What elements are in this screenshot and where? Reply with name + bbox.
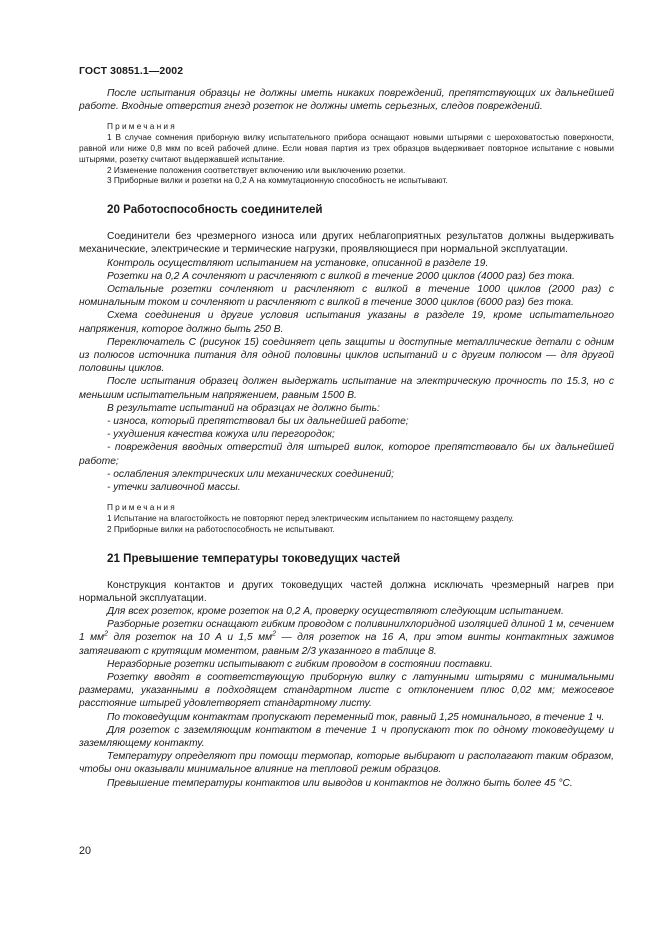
list-item: - утечки заливочной массы. xyxy=(107,482,241,494)
notes-title: Примечания xyxy=(107,121,177,132)
body-paragraph: Соединители без чрезмерного износа или других неблагоприятных результатов должны выдерживать механические, электрические и термические нагрузки, проявляющиеся при нормальной эксплуатации. xyxy=(79,231,614,256)
note-item: 1 Испытание на влагостойкость не повторяют перед электрическим испытанием по настоящему разделу. xyxy=(107,513,514,524)
body-paragraph: Розетку вводят в соответствующую приборную вилку с латунными штырями с минимальными размерами, указанными в подходящем стандартном листе с отклонением плюс 0,02 мм; межосевое расстояние штырей удовлетворяет стандартному листу. xyxy=(79,672,614,710)
body-paragraph: Остальные розетки сочленяют и расчленяют с вилкой в течение 1000 циклов (2000 раз) с номинальным током и сочленяют и расчленяют с вилкой в течение 3000 циклов (6000 раз) без тока. xyxy=(79,284,614,309)
body-paragraph: Для розеток с заземляющим контактом в течение 1 ч пропускают ток по одному токоведущему и заземляющему контакту. xyxy=(79,724,614,750)
body-paragraph: Конструкция контактов и других токоведущих частей должна исключать чрезмерный нагрев при нормальной эксплуатации. xyxy=(79,579,614,604)
text-fragment: — для розеток на 16 А, при этом винты контактных зажимов затягивают с крутящим моментом, равным 2/3 указанного в таблице 8. xyxy=(79,632,614,657)
note-item: 3 Приборные вилки и розетки на 0,2 А на коммутационную способность не испытывают. xyxy=(107,175,448,186)
section-heading: 20 Работоспособность соединителей xyxy=(107,203,323,217)
document-header: ГОСТ 30851.1—2002 xyxy=(79,65,184,77)
page-content xyxy=(79,87,614,790)
note-item: 1 В случае сомнения приборную вилку испытательного прибора оснащают новыми штырями с шероховатостью поверхности, равной или ниже 0,8 мкм по всей рабочей длине. Если новая партия из трех образцов выдерживает повторное испытание с новыми штырями, розетку считают выдержавшей испытание. xyxy=(79,132,614,164)
text-fragment: Разборные розетки оснащают гибким проводом с поливинилхлоридной изоляцией длиной 1 м, сечением 1 мм xyxy=(79,619,614,644)
note-item: 2 Приборные вилки на работоспособность не испытывают. xyxy=(107,523,335,534)
note-item: 2 Изменение положения соответствует включению или выключению розетки. xyxy=(107,164,406,175)
section-heading: 21 Превышение температуры токоведущих частей xyxy=(107,551,401,565)
body-paragraph: Для всех розеток, кроме розеток на 0,2 А, проверку осуществляют следующим испытанием. xyxy=(107,606,564,618)
body-paragraph: Переключатель С (рисунок 15) соединяет цепь защиты и доступные металлические детали с одним из полюсов источника питания для одной половины циклов испытаний и с другим полюсом — для другой половины циклов. xyxy=(79,336,614,375)
notes-title: Примечания xyxy=(107,502,177,513)
intro-notes xyxy=(79,121,614,186)
list-item: - ухудшения качества кожуха или перегородок; xyxy=(107,429,335,441)
list-item: - износа, который препятствовал бы их дальнейшей работе; xyxy=(107,416,409,428)
body-paragraph: По токоведущим контактам пропускают переменный ток, равный 1,25 номинального, в течение 1 ч. xyxy=(107,711,605,723)
body-paragraph: Температуру определяют при помощи термопар, которые выбирают и располагают таким образом, чтобы они оказывали минимальное влияние на тепловой режим образцов. xyxy=(79,751,614,776)
body-paragraph: Неразборные розетки испытывают с гибким проводом в состоянии поставки. xyxy=(107,658,493,670)
superscript: 2 xyxy=(104,631,109,639)
intro-paragraph: После испытания образцы не должны иметь никаких повреждений, препятствующих их дальнейшей работе. Входные отверстия гнезд розеток не должны иметь серьезных, следов повреждений. xyxy=(79,88,614,113)
body-paragraph: Превышение температуры контактов или выводов и контактов не должно быть более 45 °С. xyxy=(107,777,573,789)
body-paragraph: После испытания образец должен выдержать испытание на электрическую прочность по 15.3, но с меньшим испытательным напряжением, равным 1500 В. xyxy=(79,376,614,401)
section20-notes xyxy=(79,502,614,534)
superscript: 2 xyxy=(272,631,277,639)
body-paragraph: Розетки на 0,2 А сочленяют и расчленяют с вилкой в течение 2000 циклов (4000 раз) без тока. xyxy=(107,270,575,282)
body-paragraph: Контроль осуществляют испытанием на установке, описанной в разделе 19. xyxy=(107,257,489,269)
text-fragment: для розеток на 10 А и 1,5 мм xyxy=(108,632,273,644)
page-number: 20 xyxy=(79,845,92,857)
list-item: - повреждения вводных отверстий для штырей вилок, которое препятствовало бы их дальнейшей работе; xyxy=(79,442,614,467)
body-paragraph: В результате испытаний на образцах не должно быть: xyxy=(107,402,380,414)
body-paragraph xyxy=(79,618,614,658)
body-paragraph: Схема соединения и другие условия испытания указаны в разделе 19, кроме испытательного напряжения, которое должно быть 250 В. xyxy=(79,310,614,335)
list-item: - ослабления электрических или механических соединений; xyxy=(107,468,394,480)
